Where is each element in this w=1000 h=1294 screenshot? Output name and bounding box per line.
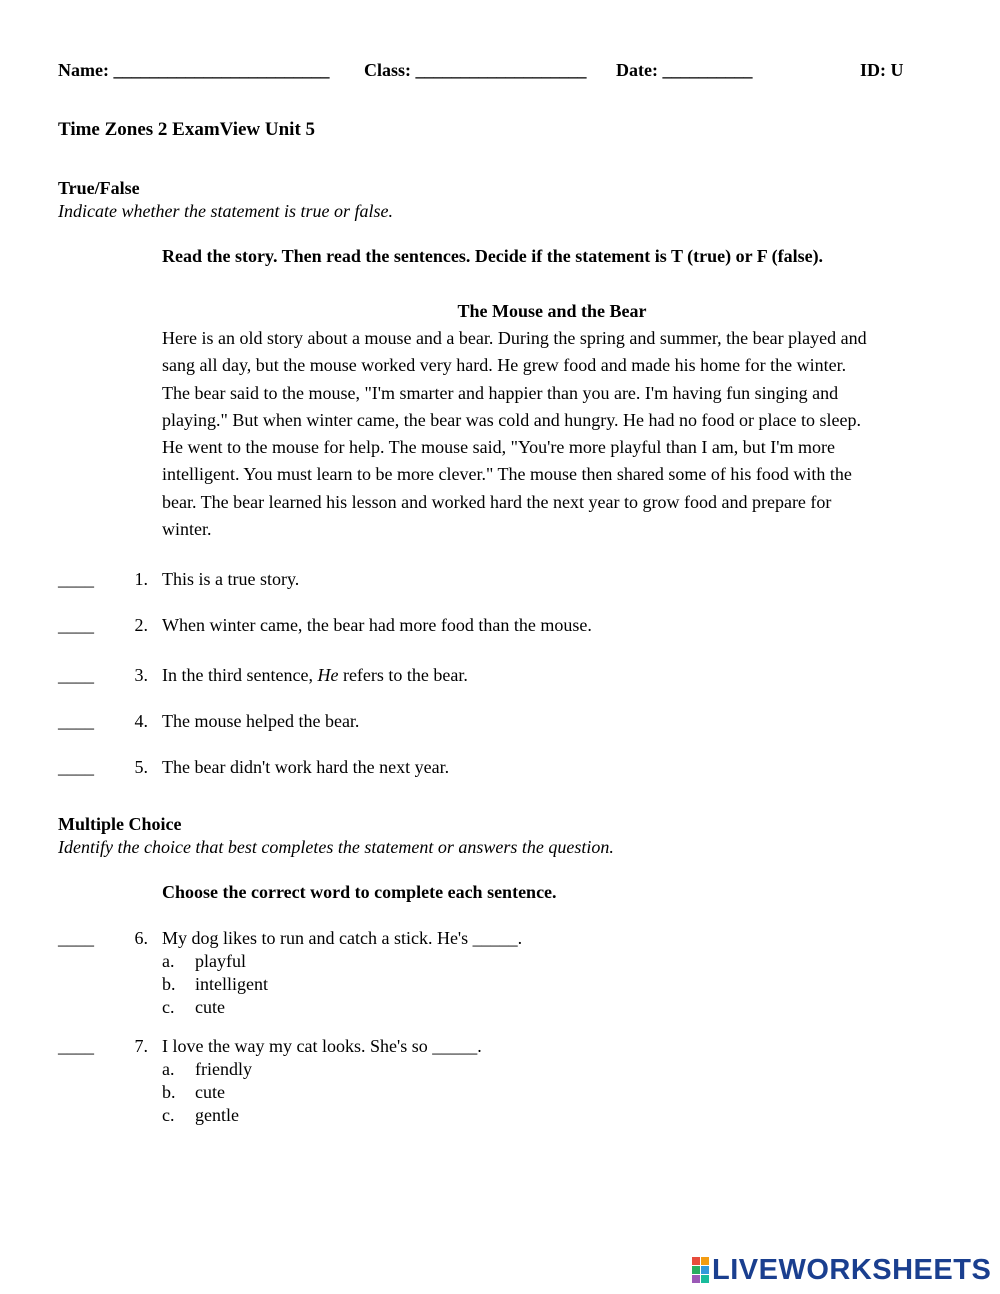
logo-block [701,1257,709,1265]
question-text: The bear didn't work hard the next year. [162,757,450,777]
tf-question-3 [58,665,958,689]
option-text: cute [195,1082,225,1102]
option-text: gentle [195,1105,239,1125]
question-text [162,665,468,686]
answer-blank[interactable]: ____ [58,665,94,685]
date-field[interactable]: Date: __________ [616,60,753,80]
tf-question-1 [58,569,958,593]
question-number: 6. [134,928,148,948]
liveworksheets-logo [692,1252,991,1288]
option-letter: a. [162,951,175,971]
option-text: playful [195,951,246,971]
true-false-heading: True/False [58,178,140,198]
option-text: intelligent [195,974,268,994]
page-title: Time Zones 2 ExamView Unit 5 [58,119,316,140]
story-line: winter. [162,519,212,540]
story-title: The Mouse and the Bear [457,301,647,321]
question-text-before: In the third sentence, [162,665,318,685]
question-number: 2. [134,615,148,635]
story-line: Here is an old story about a mouse and a bear. During the spring and summer, the bear played and [162,328,867,348]
story-line: bear. The bear learned his lesson and worked hard the next year to grow food and prepare for [162,491,832,512]
question-number: 7. [134,1036,148,1056]
story-line: He went to the mouse for help. The mouse said, "You're more playful than I am, but I'm more [162,437,836,458]
class-field[interactable]: Class: ___________________ [364,60,587,80]
question-text: I love the way my cat looks. She's so _____. [162,1036,482,1056]
question-text-emphasis: He [317,665,339,685]
story-line: playing." But when winter came, the bear was cold and hungry. He had no food or place to sleep. [162,409,861,430]
logo-block [701,1275,709,1283]
question-text: When winter came, the bear had more food than the mouse. [162,615,592,635]
logo-blocks-icon [692,1257,709,1283]
question-text: The mouse helped the bear. [162,711,360,731]
story-line: intelligent. You must learn to be more clever." The mouse then shared some of his food with the [162,464,852,485]
multiple-choice-heading: Multiple Choice [58,814,182,834]
question-text-after: refers to the bear. [338,665,468,685]
question-number: 1. [134,569,148,589]
mc-question-7 [58,1036,958,1060]
story-line: The bear said to the mouse, "I'm smarter and happier than you are. I'm having fun singing and [162,382,839,403]
id-field: ID: U [860,60,904,80]
logo-text: LIVEWORKSHEETS [712,1253,992,1286]
multiple-choice-direction: Choose the correct word to complete each sentence. [162,882,557,902]
multiple-choice-instruction: Identify the choice that best completes the statement or answers the question. [58,837,614,857]
answer-blank[interactable]: ____ [58,1036,94,1056]
story-line: sang all day, but the mouse worked very hard. He grew food and made his home for the winter. [162,355,847,376]
answer-blank[interactable]: ____ [58,569,94,589]
question-number: 3. [134,665,148,685]
true-false-instruction: Indicate whether the statement is true or false. [58,201,393,221]
answer-blank[interactable]: ____ [58,928,94,948]
option-letter: c. [162,1105,175,1125]
tf-question-4 [58,711,958,735]
logo-block [701,1266,709,1274]
answer-blank[interactable]: ____ [58,757,94,777]
question-number: 5. [134,757,148,777]
question-text: This is a true story. [162,569,300,589]
question-text: My dog likes to run and catch a stick. He's _____. [162,928,523,948]
option-letter: b. [162,1082,176,1102]
story-text [162,325,942,543]
name-field[interactable]: Name: ________________________ [58,60,330,80]
logo-block [692,1257,700,1265]
option-letter: b. [162,974,176,994]
true-false-direction: Read the story. Then read the sentences. Decide if the statement is T (true) or F (false). [162,246,824,266]
option-text: friendly [195,1059,252,1079]
answer-blank[interactable]: ____ [58,711,94,731]
tf-question-5 [58,757,958,781]
answer-blank[interactable]: ____ [58,615,94,635]
tf-question-2 [58,615,958,639]
mc-question-6 [58,928,958,952]
question-number: 4. [134,711,148,731]
logo-block [692,1275,700,1283]
logo-block [692,1266,700,1274]
option-text: cute [195,997,225,1017]
option-letter: a. [162,1059,175,1079]
option-letter: c. [162,997,175,1017]
